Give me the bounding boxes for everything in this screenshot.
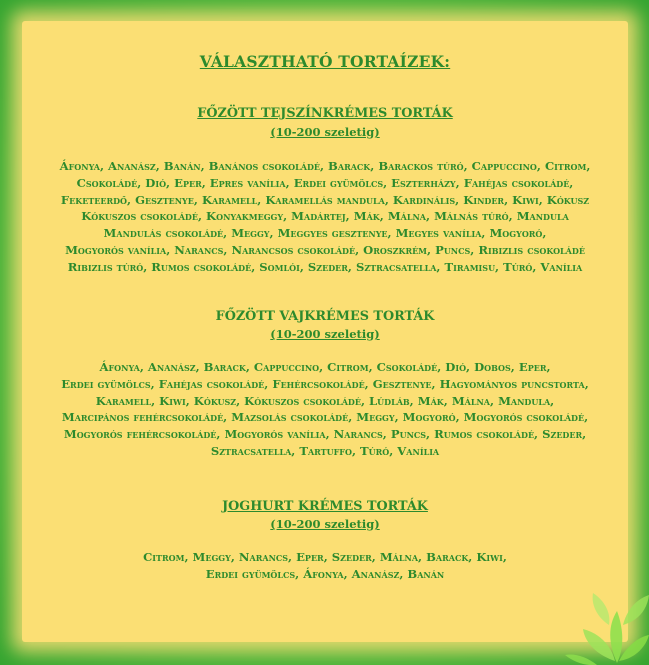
flavor-line: Ribizlis túró, Rumos csokoládé, Somlói, Szeder, Sztracsatella, Tiramisu, Túró, Vanília [67,259,583,274]
flavor-line: Citrom, Meggy, Narancs, Eper, Szeder, Málna, Barack, Kiwi, [143,550,507,564]
flavor-line: Feketeerdő, Gesztenye, Karamell, Karamellás mandula, Kardinális, Kinder, Kiwi, Kókusz [60,192,590,207]
flavor-line: Erdei gyümölcs, Fahéjas csokoládé, Fehércsokoládé, Gesztenye, Hagyományos puncstorta, [61,376,589,391]
flavor-line: Marcipános fehércsokoládé, Mazsolás csokoládé, Meggy, Mogyoró, Mogyorós csokoládé, [61,410,589,425]
flavor-list-vajkrem [22,359,628,460]
page-title: VÁLASZTHATÓ TORTAÍZEK: [199,52,451,71]
flavor-line: Mogyorós vanília, Narancs, Narancsos csokoládé, Oroszkrém, Puncs, Ribizlis csokoládé [65,242,585,257]
section-title-vajkrem: FŐZÖTT VAJKRÉMES TORTÁK [215,309,435,324]
flavor-line: Áfonya, Ananász, Banán, Banános csokoládé, Barack, Barackos túró, Cappuccino, Citrom, [59,159,591,173]
section-title-joghurt: JOGHURT KRÉMES TORTÁK [222,499,428,514]
flavor-line: Áfonya, Ananász, Barack, Cappuccino, Citrom, Csokoládé, Dió, Dobos, Eper, [99,360,551,374]
flavor-line: Mogyorós fehércsokoládé, Mogyorós vanília, Narancs, Puncs, Rumos csokoládé, Szeder, [63,427,587,442]
flavor-line: Karamell, Kiwi, Kókusz, Kókuszos csokoládé, Lúdláb, Mák, Málna, Mandula, [95,393,555,408]
section-subtitle-vajkrem: (10-200 szeletig) [270,327,380,341]
section-subtitle-joghurt: (10-200 szeletig) [270,517,380,531]
flavor-list-joghurt [22,549,628,583]
flavor-line: Sztracsatella, Tartuffo, Túró, Vanília [210,443,440,458]
flavor-line: Csokoládé, Dió, Eper, Epres vanília, Erdei gyümölcs, Eszterházy, Fahéjas csokoládé, [76,175,574,190]
section-subtitle-tejszin: (10-200 szeletig) [270,125,380,139]
flavor-line: Kókuszos csokoládé, Konyakmeggy, Madártej, Mák, Málna, Málnás túró, Mandula [81,209,569,224]
flavor-line: Mandulás csokoládé, Meggy, Meggyes gesztenye, Megyes vanília, Mogyoró, [103,226,547,241]
flavor-list-tejszin [22,158,628,276]
section-title-tejszin: FŐZÖTT TEJSZÍNKRÉMES TORTÁK [197,106,453,121]
flavor-line: Erdei gyümölcs, Áfonya, Ananász, Banán [205,566,445,581]
leaves-icon [557,565,649,665]
